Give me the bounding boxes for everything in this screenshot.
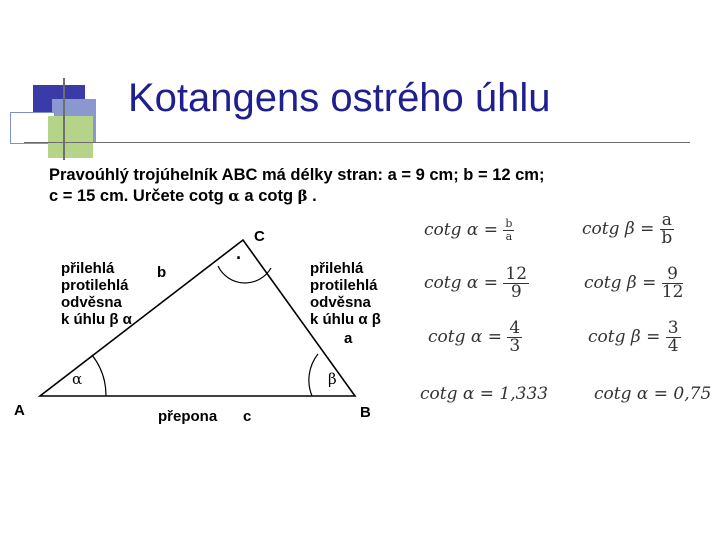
alpha-arc [92, 355, 106, 396]
side-c-label: c [243, 408, 252, 425]
formula-cotg-alpha-4-3: cotg α = $\frac{4}{3}$ [428, 318, 521, 356]
right-leg-label: přilehlá protilehlá odvěsna k úhlu α β [310, 260, 381, 328]
formula-cotg-alpha-ba: cotg α = $\frac{b}{a}$ [424, 217, 513, 243]
problem-line-2: c = 15 cm. Určete cotg α a cotg β . [49, 187, 317, 205]
slide-title: Kotangens ostrého úhlu [128, 76, 551, 120]
vertex-c-label: C [254, 228, 265, 245]
formula-cotg-alpha-12-9: cotg α = $\frac{12}{9}$ [424, 264, 528, 302]
formula-cotg-beta-9-12: cotg β = $\frac{9}{12}$ [584, 264, 684, 302]
problem-line-1: Pravoúhlý trojúhelník ABC má délky stran: a = 9 cm; b = 12 cm; [49, 166, 545, 184]
vertex-b-label: B [360, 404, 371, 421]
formula-cotg-beta-3-4: cotg β = $\frac{3}{4}$ [588, 318, 679, 356]
formula-cotg-beta-ab: cotg β = $\frac{a}{b}$ [582, 210, 673, 248]
angle-alpha-label: α [72, 370, 83, 388]
formula-result-alpha: cotg α = 1,333 [420, 384, 549, 404]
angle-beta-label: β [328, 370, 337, 388]
formula-result-beta: cotg α = 0,75 [594, 384, 712, 404]
vertex-a-label: A [14, 402, 25, 419]
left-leg-label: přilehlá protilehlá odvěsna k úhlu β α [61, 260, 132, 328]
hypotenuse-label: přepona [158, 408, 218, 425]
right-angle-dot: · [236, 248, 242, 268]
side-b-label: b [157, 264, 167, 281]
side-a-label: a [344, 330, 353, 347]
beta-arc [309, 354, 318, 396]
